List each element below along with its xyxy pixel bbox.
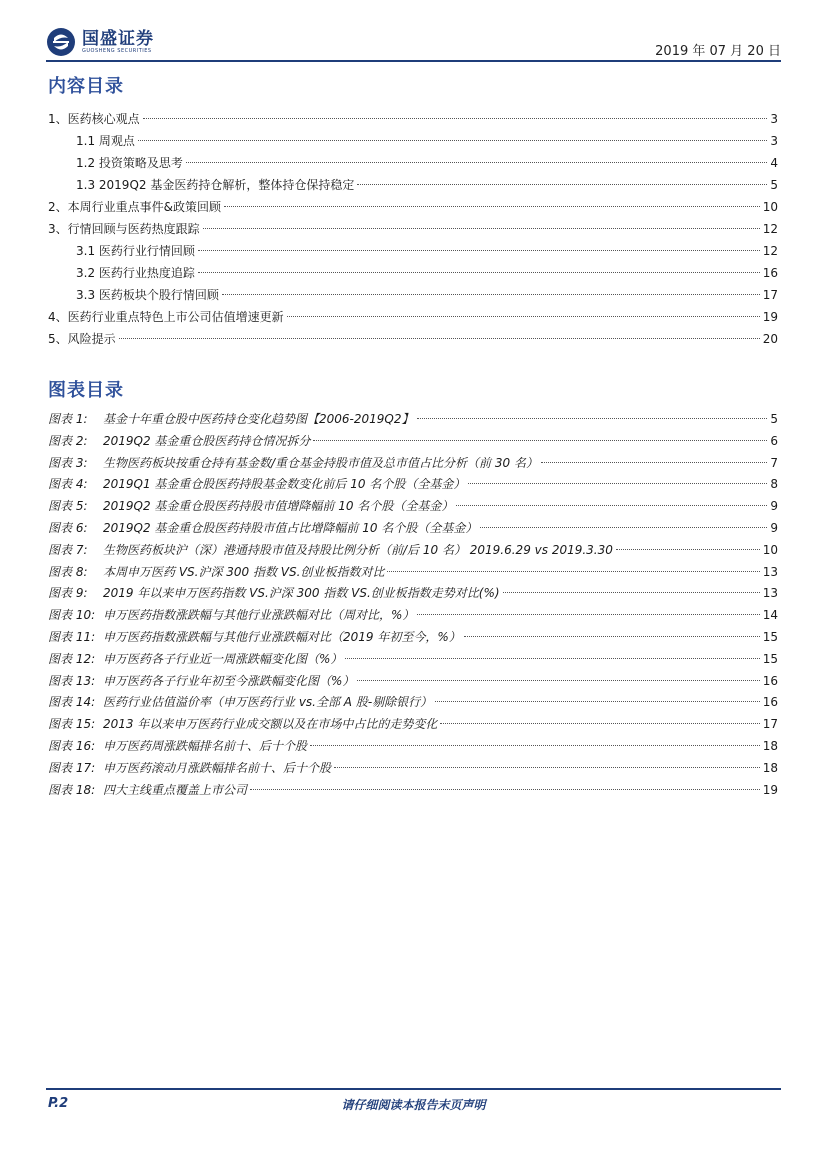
figure-entry[interactable]: [48, 518, 778, 540]
toc-entry-label: 3.2 医药行业热度追踪: [76, 266, 195, 280]
figure-entry-page: 10: [762, 542, 778, 557]
toc-entry[interactable]: [48, 196, 778, 218]
figure-entry-page: 15: [762, 629, 778, 644]
dot-leader: [203, 227, 760, 229]
figure-list: [48, 409, 778, 801]
toc-entry-label: 1.1 周观点: [76, 134, 135, 148]
page-header: [46, 20, 781, 64]
figure-entry-label: 申万医药指数涨跌幅与其他行业涨跌幅对比（周对比，%）: [103, 608, 415, 623]
figure-entry[interactable]: [48, 496, 778, 518]
figure-entry-label: 本周申万医药 VS.沪深 300 指数 VS.创业板指数对比: [103, 564, 385, 579]
toc-entry-page: 12: [762, 244, 778, 258]
dot-leader: [224, 205, 760, 207]
figure-entry-number: 图表 18:: [48, 782, 96, 797]
figure-entry-number: 图表 8:: [48, 564, 88, 579]
dot-leader: [119, 337, 760, 339]
figure-entry-page: 17: [762, 717, 778, 732]
figure-entry[interactable]: [48, 540, 778, 562]
toc-entry-page: 3: [770, 112, 778, 126]
toc-entry-page: 17: [762, 288, 778, 302]
figure-entry-label: 2019 年以来申万医药指数 VS.沪深 300 指数 VS.创业板指数走势对比(%): [103, 586, 500, 601]
figure-entry-label: 申万医药周涨跌幅排名前十、后十个股: [103, 738, 308, 753]
figure-entry-page: 9: [770, 499, 778, 514]
toc-entry[interactable]: [48, 130, 778, 152]
figure-entry-number: 图表 1:: [48, 412, 88, 426]
toc-entry-label: 3、行情回顾与医药热度跟踪: [48, 222, 200, 236]
figure-entry[interactable]: [48, 453, 778, 475]
figure-entry-number: 图表 7:: [48, 542, 88, 557]
header-divider: [46, 60, 781, 62]
dot-leader: [334, 766, 760, 768]
dot-leader: [198, 271, 760, 273]
dot-leader: [541, 461, 767, 463]
dot-leader: [198, 249, 760, 251]
figure-entry-label: 基金十年重仓股中医药持仓变化趋势图【2006-2019Q2】: [103, 412, 414, 426]
toc-list: [48, 108, 778, 350]
figure-entry-label: 申万医药各子行业近一周涨跌幅变化图（%）: [103, 651, 343, 666]
dot-leader: [464, 635, 760, 637]
toc-entry-label: 2、本周行业重点事件&政策回顾: [48, 200, 221, 214]
brand-name-en: GUOSHENG SECURITIES: [82, 47, 152, 54]
figure-entry-label: 2019Q2 基金重仓股医药持股市值增降幅前 10 名个股（全基金）: [103, 499, 454, 514]
toc-entry-page: 19: [762, 310, 778, 324]
logo-mark-icon: [46, 27, 76, 57]
figure-entry-number: 图表 9:: [48, 586, 88, 601]
toc-entry-page: 16: [762, 266, 778, 280]
figure-entry-label: 2019Q2 基金重仓股医药持仓情况拆分: [103, 433, 311, 448]
toc-entry[interactable]: [48, 284, 778, 306]
figure-entry-page: 15: [762, 651, 778, 666]
figure-entry-label: 2019Q1 基金重仓股医药持股基金数变化前后 10 名个股（全基金）: [103, 477, 466, 492]
toc-entry[interactable]: [48, 174, 778, 196]
figure-entry[interactable]: [48, 583, 778, 605]
figure-entry-label: 2013 年以来申万医药行业成交额以及在市场中占比的走势变化: [103, 717, 438, 732]
figure-entry[interactable]: [48, 562, 778, 584]
dot-leader: [250, 788, 760, 790]
figure-entry-page: 5: [770, 412, 778, 426]
brand-name-cn: 国盛证券: [82, 28, 154, 49]
dot-leader: [345, 657, 759, 659]
figure-list-title: 图表目录: [48, 380, 124, 401]
figure-entry[interactable]: [48, 649, 778, 671]
figure-entry-label: 医药行业估值溢价率（申万医药行业 vs.全部 A 股-剔除银行）: [103, 695, 433, 710]
figure-entry-number: 图表 5:: [48, 499, 88, 514]
toc-entry-label: 1.3 2019Q2 基金医药持仓解析，整体持仓保持稳定: [76, 178, 355, 192]
toc-entry[interactable]: [48, 152, 778, 174]
figure-entry-number: 图表 13:: [48, 673, 96, 688]
dot-leader: [287, 315, 760, 317]
figure-entry-label: 生物医药板块按重仓持有基金数/重仓基金持股市值及总市值占比分析（前 30 名）: [103, 455, 538, 470]
dot-leader: [222, 293, 760, 295]
figure-entry[interactable]: [48, 736, 778, 758]
figure-entry[interactable]: [48, 474, 778, 496]
dot-leader: [186, 161, 767, 163]
figure-entry[interactable]: [48, 627, 778, 649]
figure-entry[interactable]: [48, 758, 778, 780]
figure-entry-number: 图表 15:: [48, 717, 96, 732]
figure-entry-page: 8: [770, 477, 778, 492]
dot-leader: [440, 722, 759, 724]
figure-entry-number: 图表 12:: [48, 651, 96, 666]
figure-entry-label: 生物医药板块沪（深）港通持股市值及持股比例分析（前/后 10 名） 2019.6.29 vs 2019.3.30: [103, 542, 613, 557]
dot-leader: [417, 613, 759, 615]
dot-leader: [357, 183, 767, 185]
toc-entry-label: 4、医药行业重点特色上市公司估值增速更新: [48, 310, 284, 324]
dot-leader: [387, 570, 759, 572]
figure-entry[interactable]: [48, 605, 778, 627]
figure-entry-page: 16: [762, 695, 778, 710]
dot-leader: [138, 139, 767, 141]
dot-leader: [357, 679, 759, 681]
figure-entry-number: 图表 10:: [48, 608, 96, 623]
figure-entry-page: 9: [770, 520, 778, 535]
toc-entry-page: 12: [762, 222, 778, 236]
figure-entry-number: 图表 3:: [48, 455, 88, 470]
toc-entry[interactable]: [48, 240, 778, 262]
figure-entry-page: 7: [770, 455, 778, 470]
dot-leader: [143, 117, 768, 119]
toc-entry-page: 4: [770, 156, 778, 170]
figure-entry-number: 图表 2:: [48, 433, 88, 448]
toc-entry-label: 1、医药核心观点: [48, 112, 140, 126]
figure-entry-label: 2019Q2 基金重仓股医药持股市值占比增降幅前 10 名个股（全基金）: [103, 520, 478, 535]
dot-leader: [503, 591, 760, 593]
toc-entry-page: 3: [770, 134, 778, 148]
dot-leader: [435, 700, 760, 702]
toc-entry-label: 1.2 投资策略及思考: [76, 156, 183, 170]
figure-entry-page: 6: [770, 433, 778, 448]
toc-title: 内容目录: [48, 76, 124, 97]
toc-entry-page: 5: [770, 178, 778, 192]
dot-leader: [468, 482, 767, 484]
figure-entry-page: 13: [762, 586, 778, 601]
figure-entry-page: 14: [762, 608, 778, 623]
page-number: P.2: [48, 1096, 69, 1111]
figure-entry-page: 18: [762, 738, 778, 753]
figure-entry-number: 图表 11:: [48, 629, 96, 644]
toc-entry-label: 3.3 医药板块个股行情回顾: [76, 288, 219, 302]
figure-entry-label: 申万医药各子行业年初至今涨跌幅变化图（%）: [103, 673, 355, 688]
figure-entry[interactable]: [48, 409, 778, 431]
figure-entry-page: 18: [762, 760, 778, 775]
figure-entry-page: 16: [762, 673, 778, 688]
figure-entry[interactable]: [48, 780, 778, 802]
figure-entry[interactable]: [48, 692, 778, 714]
figure-entry-page: 19: [762, 782, 778, 797]
dot-leader: [456, 504, 767, 506]
toc-entry[interactable]: [48, 328, 778, 350]
dot-leader: [480, 526, 767, 528]
brand-logo: [46, 26, 154, 58]
toc-entry-page: 10: [762, 200, 778, 214]
figure-entry-label: 四大主线重点覆盖上市公司: [103, 782, 248, 797]
toc-entry-label: 5、风险提示: [48, 332, 116, 346]
figure-entry[interactable]: [48, 714, 778, 736]
figure-entry-label: 申万医药滚动月涨跌幅排名前十、后十个股: [103, 760, 332, 775]
dot-leader: [310, 744, 760, 746]
footer-divider: [46, 1088, 781, 1090]
figure-entry[interactable]: [48, 431, 778, 453]
figure-entry-number: 图表 4:: [48, 477, 88, 492]
figure-entry-number: 图表 17:: [48, 760, 96, 775]
toc-entry[interactable]: [48, 306, 778, 328]
footer-disclaimer: 请仔细阅读本报告末页声明: [341, 1098, 486, 1112]
figure-entry[interactable]: [48, 671, 778, 693]
figure-entry-number: 图表 16:: [48, 738, 96, 753]
dot-leader: [313, 439, 767, 441]
toc-entry[interactable]: [48, 218, 778, 240]
toc-entry[interactable]: [48, 262, 778, 284]
figure-entry-number: 图表 14:: [48, 695, 96, 710]
figure-entry-number: 图表 6:: [48, 520, 88, 535]
figure-entry-label: 申万医药指数涨跌幅与其他行业涨跌幅对比（2019 年初至今，%）: [103, 629, 461, 644]
dot-leader: [616, 548, 760, 550]
figure-entry-page: 13: [762, 564, 778, 579]
dot-leader: [417, 417, 768, 419]
toc-entry-page: 20: [762, 332, 778, 346]
toc-entry-label: 3.1 医药行业行情回顾: [76, 244, 195, 258]
toc-entry[interactable]: [48, 108, 778, 130]
report-date: 2019 年 07 月 20 日: [655, 44, 781, 59]
